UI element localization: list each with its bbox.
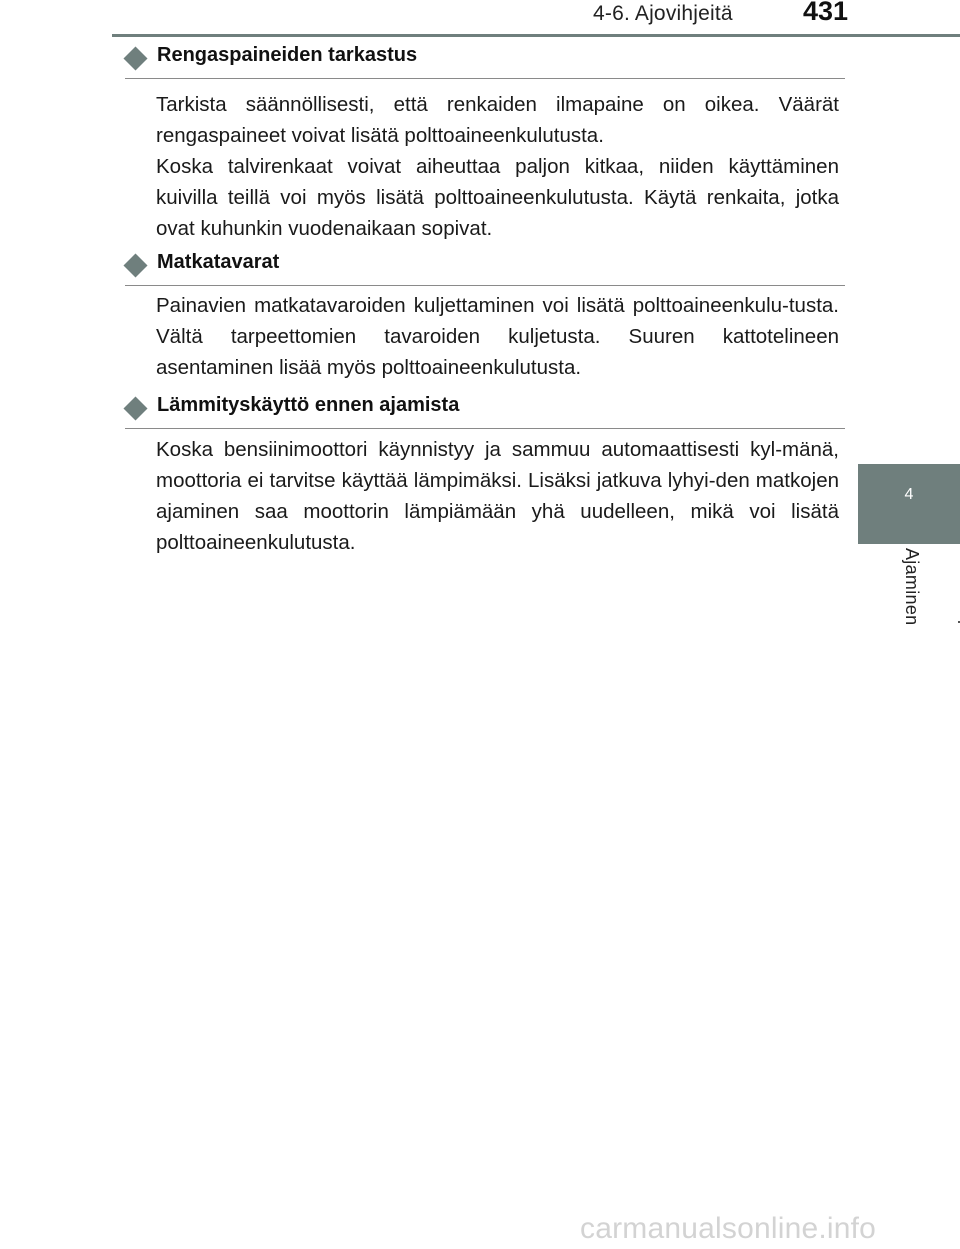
- diamond-bullet-icon: [123, 46, 147, 70]
- chapter-tab: [858, 464, 960, 544]
- header-divider: [112, 34, 960, 37]
- chapter-title: Ajaminen: [902, 548, 922, 626]
- diamond-bullet-icon: [123, 396, 147, 420]
- section-title: Rengaspaineiden tarkastus: [157, 44, 418, 66]
- section-heading-tire-pressure: [125, 44, 845, 79]
- chapter-number: 4: [904, 486, 914, 503]
- diamond-bullet-icon: [123, 253, 147, 277]
- section-heading-luggage: [125, 251, 845, 286]
- section-title: Matkatavarat: [157, 251, 280, 273]
- section-title: Lämmityskäyttö ennen ajamista: [157, 394, 460, 416]
- section-header-title: 4-6. Ajovihjeitä: [593, 2, 733, 25]
- paragraph: Koska talvirenkaat voivat aiheuttaa paljon kitkaa, niiden käyttäminen kuivilla teillä voi myös lisätä polttoaineenkulutusta. Käytä renkaita, jotka ovat kuhunkin vuodenaikaan sopivat.: [156, 155, 839, 240]
- section-body-warmup: [156, 434, 839, 558]
- paragraph: Koska bensiinimoottori käynnistyy ja sammuu automaattisesti kyl-mänä, moottoria ei tarvitse käyttää lämpimäksi. Lisäksi jatkuva lyhyi-den matkojen ajaminen saa moottorin lämpiämään yhä uudelleen, mikä voi lisätä polttoaineenkulutusta.: [156, 438, 839, 554]
- paragraph: Painavien matkatavaroiden kuljettaminen voi lisätä polttoaineenkulu-tusta. Vältä tarpeettomien tavaroiden kuljetusta. Suuren kattotelineen asentaminen lisää myös polttoaineenkulutusta.: [156, 294, 839, 379]
- section-body-tire-pressure: [156, 89, 839, 244]
- page-number: 431: [803, 0, 849, 26]
- watermark: carmanualsonline.info: [580, 1212, 877, 1245]
- section-body-luggage: [156, 290, 839, 383]
- paragraph: Tarkista säännöllisesti, että renkaiden ilmapaine on oikea. Väärät rengaspaineet voivat lisätä polttoaineenkulutusta.: [156, 93, 839, 147]
- section-heading-warmup: [125, 394, 845, 429]
